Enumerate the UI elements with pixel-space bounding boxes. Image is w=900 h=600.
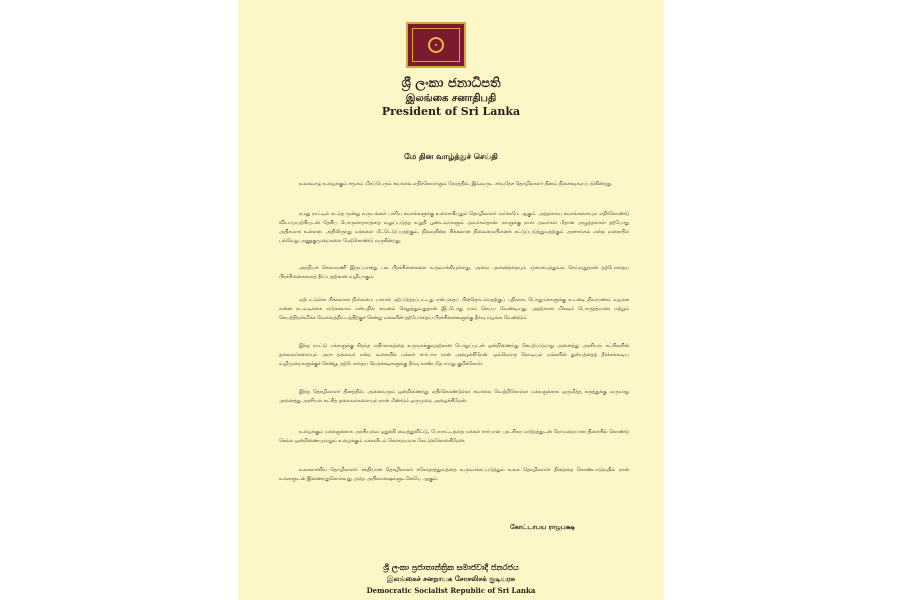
paragraph: உலகவாழ் உழைக்கும் சமூகம் மிகப்பெரும் சவாலை எதிர்கொள்ளும் நேரத்தில், இவ்வருட சர்வதேச தொழிலாளர் தினம் நினைவுகூரப்படுகின்றது. xyxy=(299,182,613,187)
signature-name: கோட்டாபய ராஜபக்ஷ xyxy=(510,523,575,531)
header-tamil: இலங்கை சனாதிபதி xyxy=(405,93,497,104)
paragraph: உலகளாவிய தொழிலாளர் சக்தியான தொழிலாளர் சகோதரத்துவத்தை உருவாக்கப்படுத்தும் உலக தொழிலாளர் தினத்தை கொண்டாடுவதில் நான் உங்களுடன் இணைந்துகொள்வது அந்த அபிலாஷைகளுடனேயே ஆகும். xyxy=(279,468,629,482)
presidential-emblem-icon xyxy=(406,22,466,68)
letter-page xyxy=(238,0,664,600)
message-title: மே தின வாழ்த்துச் செய்தி xyxy=(404,152,498,161)
paragraph: நமது நாட்டில் கடந்த மூன்று வருடங்கள் பாரிய சவால்களுக்கு உள்ளாகியதும் தொழிலாளர் வர்க்கமே ஆகும். அத்தகைய சவால்களையும் எதிர்கொண்டு விடாமுயற்சியுடன் தேசிய பொருளாதாரத்தை வலுப்படுத்த உறுதி பூண்டவர்களும் அவர்கள்தான். நாளுக்கு நாள் அவர்கள் மீதான அழுத்தங்கள் தற்போது அதிகமாக உள்ளன. அதிலிருந்து மக்களை மீட்டெடுப்பதற்கும், நிலவுகின்ற சிக்கலான நிலைமையினைக் கட்டுப்படுத்துவதற்கும் அரசாங்கம் என்ற வகையில் பல்வேறு அணுகுமுறைகளை மேற்கொண்டு வருகின்றது. xyxy=(279,212,629,244)
footer-sinhala: ශ්‍රී ලංකා ප්‍රජාතාන්ත්‍රික සමාජවාදී ජනරජය xyxy=(383,563,519,572)
paragraph: இந்த நாட்டு மக்களுக்கு சிறந்த எதிர்காலத்தை உருவாக்குவதற்கான பொறுப்புடன் ஒன்றிணைந்து செயற்படுமாறு அனைத்து அரசியல் கட்சிகளின் தலைவர்களையும் அரச தலைவர் என்ற வகையில் மக்கள் சார்பாக நான் அழைக்கிறேன். ஒவ்வொரு நொடியும் மக்களின் துன்பத்தைத் தீர்க்கக்கூடிய வழிமுறைகளுக்குச் சென்று, தற்போதைய நெருக்கடிகளுக்கு தீர்வு காண்பதே எமது குறிக்கோள். xyxy=(279,344,629,367)
paragraph: உழைக்கும் மக்களுக்காக அரசியலை ஒதுக்கி வைத்துவிட்டு, போராட்டத்தை மக்கள் சார்பான புரட்சிகர மாற்றத்துடன் நேர்மறையான திசையில் கொண்டு செல்ல ஒன்றிணையுமாறும் உழைக்கும் மக்களிடம் கௌரவமாக கேட்டுக்கொள்கிறேன். xyxy=(279,430,629,444)
paragraph: ஏற்பட்டுள்ள சிக்கலான நிலைமை யாரால் ஏற்படுத்தப்பட்டது என்பதைப் பின்தொடர்வதற்குப் பதிலாக, பொதுமக்களுக்கு உடனடி நிவாரணம் வழங்க என்ன நடவடிக்கை எடுக்கலாம் என்பதில் கவனம் செலுத்துவதுதான் இப்போது நாம் செய்ய வேண்டியது. அதற்கான மிகவும் பொருத்தமான மற்றும் செயற்திறன்மிக்க வேலைத்திட்டத்திற்குச் சென்று மக்களின் தற்போதைய பிரச்சினைகளுக்கு தீர்வு வழங்க வேண்டும். xyxy=(279,298,629,321)
header-sinhala: ශ්‍රී ලංකා ජනාධිපති xyxy=(401,76,501,91)
footer-tamil: இலங்கைச் சனநாயக சோசலிசக் குடியரசு xyxy=(386,575,516,583)
footer-english: Democratic Socialist Republic of Sri Lanka xyxy=(366,586,536,595)
paragraph: அந்நியச் செலாவணி இருப்பானது பல பிரச்சினைகளை உருவாக்கியுள்ளது. அவை அனைத்தையும் முகாமைத்துவம் செய்வதுதான் தற்போதைய பிரச்சினைகளைத் தீர்ப்பதற்கான வழியாகும். xyxy=(279,266,629,280)
header-english: President of Sri Lanka xyxy=(381,105,521,118)
paragraph: இந்த தொழிலாளர் தினத்தில், அனைவரும் ஒன்றிணைந்து எதிர்கொண்டுள்ள சவாலை வெற்றிகொள்ள மக்களுக்காக ஒருமித்த கருத்துக்கு வருமாறு அனைத்து அரசியல் கட்சித் தலைவர்களையும் நான் மீண்டும் ஒருமுறை அழைக்கிறேன். xyxy=(279,390,629,404)
